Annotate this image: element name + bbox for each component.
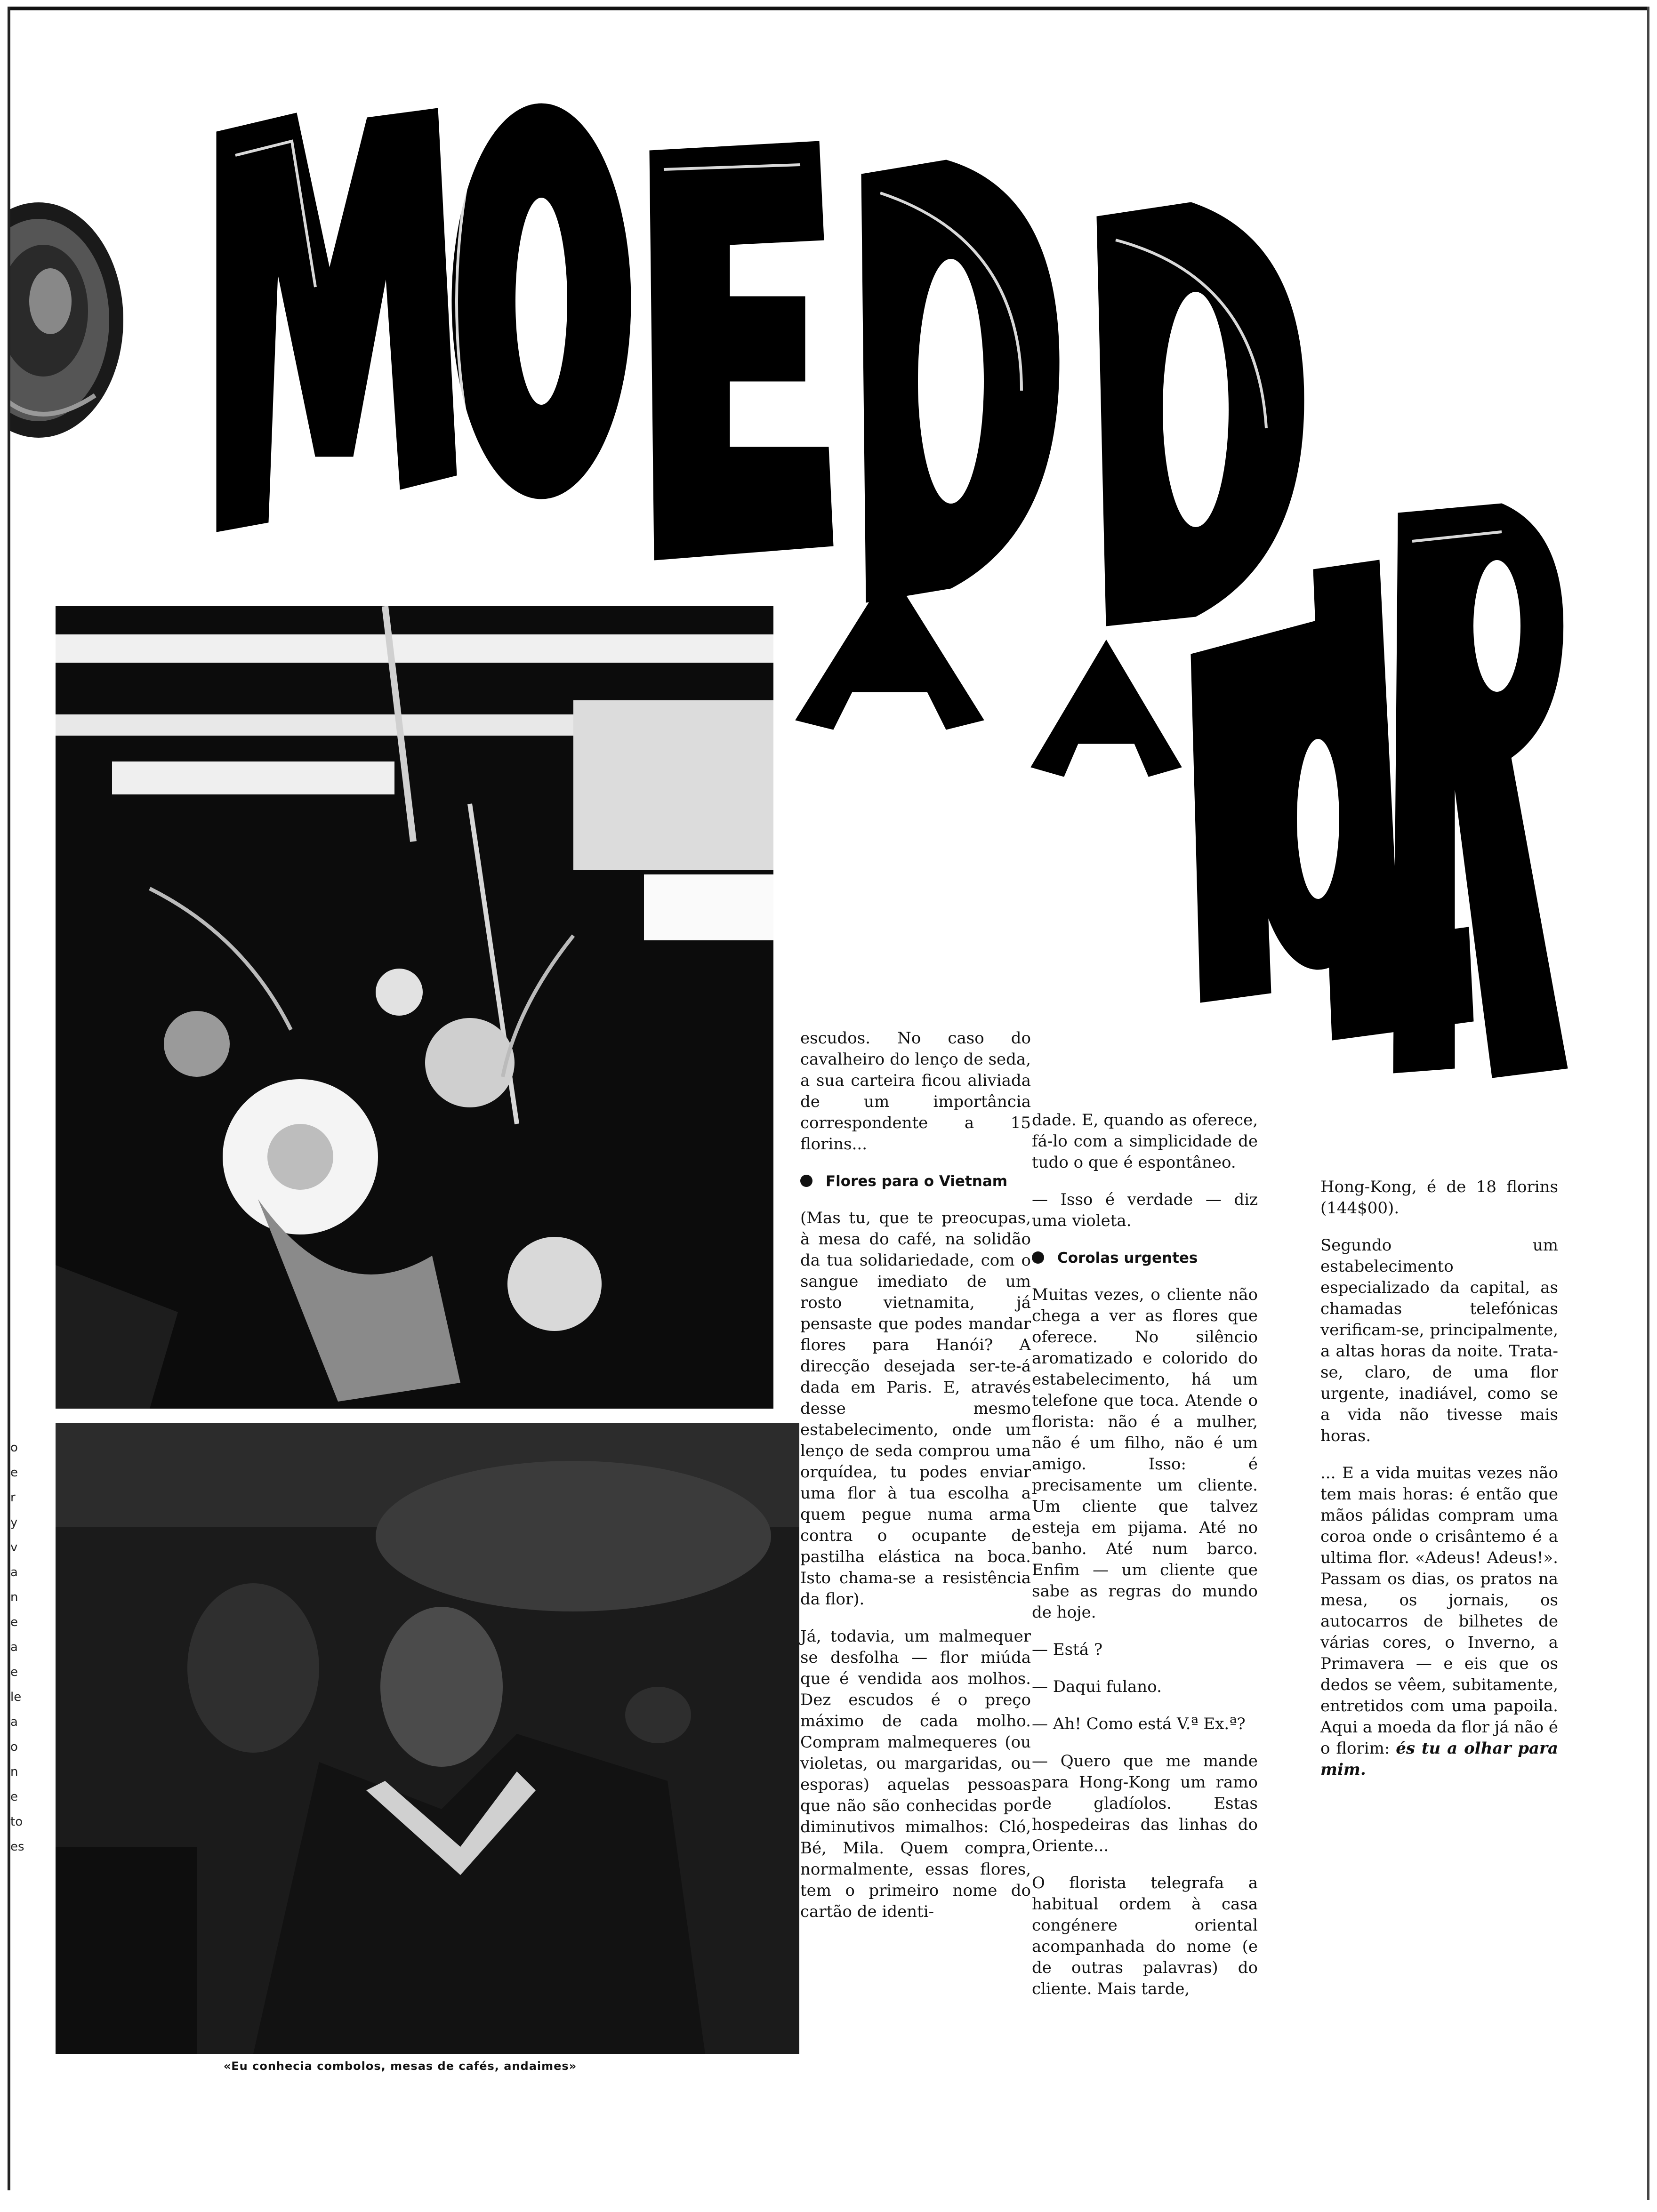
article-column-1 [800, 1028, 1031, 1923]
margin-fragment: a [10, 1640, 18, 1654]
margin-fragment: o [10, 1740, 18, 1754]
margin-fragment: le [10, 1690, 22, 1704]
dialogue-line: — Está ? [1032, 1640, 1103, 1659]
italic-closing-text: és tu a olhar para mim. [1320, 1739, 1558, 1779]
paragraph: Segundo um estabelecimento especializado da capital, as chamadas telefónicas verificam-se, principalmente, a altas horas da noite. Trata-se, claro, de uma flor urgente, inadiável, como se a vida não tivesse mais horas. [1320, 1236, 1558, 1445]
margin-fragment: o [10, 1441, 18, 1455]
margin-fragment: e [10, 1615, 18, 1629]
margin-fragment: a [10, 1715, 18, 1729]
margin-fragment: n [10, 1590, 18, 1604]
coin-illustration [10, 198, 123, 442]
people-photo [56, 1423, 799, 2054]
photo-caption: «Eu conhecia combolos, mesas de cafés, andaimes» [223, 2060, 577, 2073]
paragraph: dade. E, quando as oferece, fá-lo com a simplicidade de tudo o que é espontâneo. [1032, 1111, 1258, 1172]
dialogue-line: — Ah! Como está V.ª Ex.ª? [1032, 1715, 1246, 1733]
paragraph: — Isso é verdade — diz uma violeta. [1032, 1190, 1258, 1230]
paragraph: escudos. No caso do cavalheiro do lenço de seda, a sua carteira ficou aliviada de um importância correspondente a 15 florins... [800, 1029, 1031, 1154]
paragraph: Hong-Kong, é de 18 florins (144$00). [1320, 1178, 1558, 1218]
margin-fragment: a [10, 1565, 18, 1579]
closing-paragraph [1320, 1463, 1558, 1780]
article-column-2 [1032, 1110, 1258, 2000]
margin-text-fragments [10, 1435, 29, 2094]
section-subhead [1032, 1248, 1258, 1268]
margin-fragment: n [10, 1765, 18, 1779]
margin-fragment: e [10, 1466, 18, 1480]
section-subhead [800, 1171, 1031, 1192]
subhead-text: Corolas urgentes [1057, 1250, 1198, 1266]
margin-fragment: to [10, 1815, 23, 1829]
paragraph-text: ... E a vida muitas vezes não tem mais horas: é então que mãos pálidas compram uma coroa onde o crisântemo é a ultima flor. «Adeus! Adeus!». Passam os dias, os pratos na mesa, os jornais, os autocarros de bilhetes de várias cores, o Inverno, a Primavera — e eis que os dedos se vêem, subitamente, entretidos com uma papoila. Aqui a moeda da flor já não é o florim: [1320, 1464, 1558, 1758]
margin-fragment: e [10, 1790, 18, 1804]
margin-fragment: r [10, 1491, 16, 1505]
flower-photo-image [56, 606, 773, 1409]
margin-fragment: e [10, 1665, 18, 1679]
subhead-text: Flores para o Vietnam [826, 1173, 1008, 1190]
bullet-icon [800, 1175, 812, 1187]
page-border-right [1647, 7, 1649, 2200]
people-photo-image [56, 1423, 799, 2054]
margin-fragment: y [10, 1515, 18, 1530]
bullet-icon [1032, 1251, 1044, 1264]
page-border-top [9, 7, 1648, 10]
dialogue-line: — Daqui fulano. [1032, 1677, 1162, 1696]
article-column-3 [1320, 1177, 1558, 1780]
paragraph: (Mas tu, que te preocupas, à mesa do café, na solidão da tua solidariedade, com o sangue imediato de um rosto vietnamita, já pensaste que podes mandar flores para Hanói? A direcção desejada ser-te-á dada em Paris. E, através desse mesmo estabelecimento, onde um lenço de seda comprou uma orquídea, tu podes enviar uma flor à tua escolha a quem pegue numa arma contra o ocupante de pastilha elástica na boca. Isto chama-se a resistência da flor). [800, 1209, 1031, 1609]
flower-arrangement-photo [56, 606, 773, 1409]
paragraph: Muitas vezes, o cliente não chega a ver as flores que oferece. No silêncio aromatizado e colorido do estabelecimento, há um telefone que toca. Atende o florista: não é a mulher, não é um filho, não é um amigo. Isso: é precisamente um cliente. Um cliente que talvez esteja em pijama. Até no banho. Até num barco. Enfim — um cliente que sabe as regras do mundo de hoje. [1032, 1285, 1258, 1622]
paragraph: — Quero que me mande para Hong-Kong um ramo de gladíolos. Estas hospedeiras das linhas do Oriente... [1032, 1752, 1258, 1855]
margin-fragment: es [10, 1840, 24, 1854]
paragraph: Já, todavia, um malmequer se desfolha — flor miúda que é vendida aos molhos. Dez escudos é o preço máximo de cada molho. Compram malmequeres (ou violetas, ou margaridas, ou esporas) aquelas pessoas que não são conhecidas por diminutivos mimalhos: Cló, Bé, Mila. Quem compra, normalmente, essas flores, tem o primeiro nome do cartão de identi- [800, 1627, 1031, 1921]
margin-fragment: v [10, 1540, 18, 1555]
paragraph: O florista telegrafa a habitual ordem à casa congénere oriental acompanhada do nome (e de outras palavras) do cliente. Mais tarde, [1032, 1874, 1258, 1998]
